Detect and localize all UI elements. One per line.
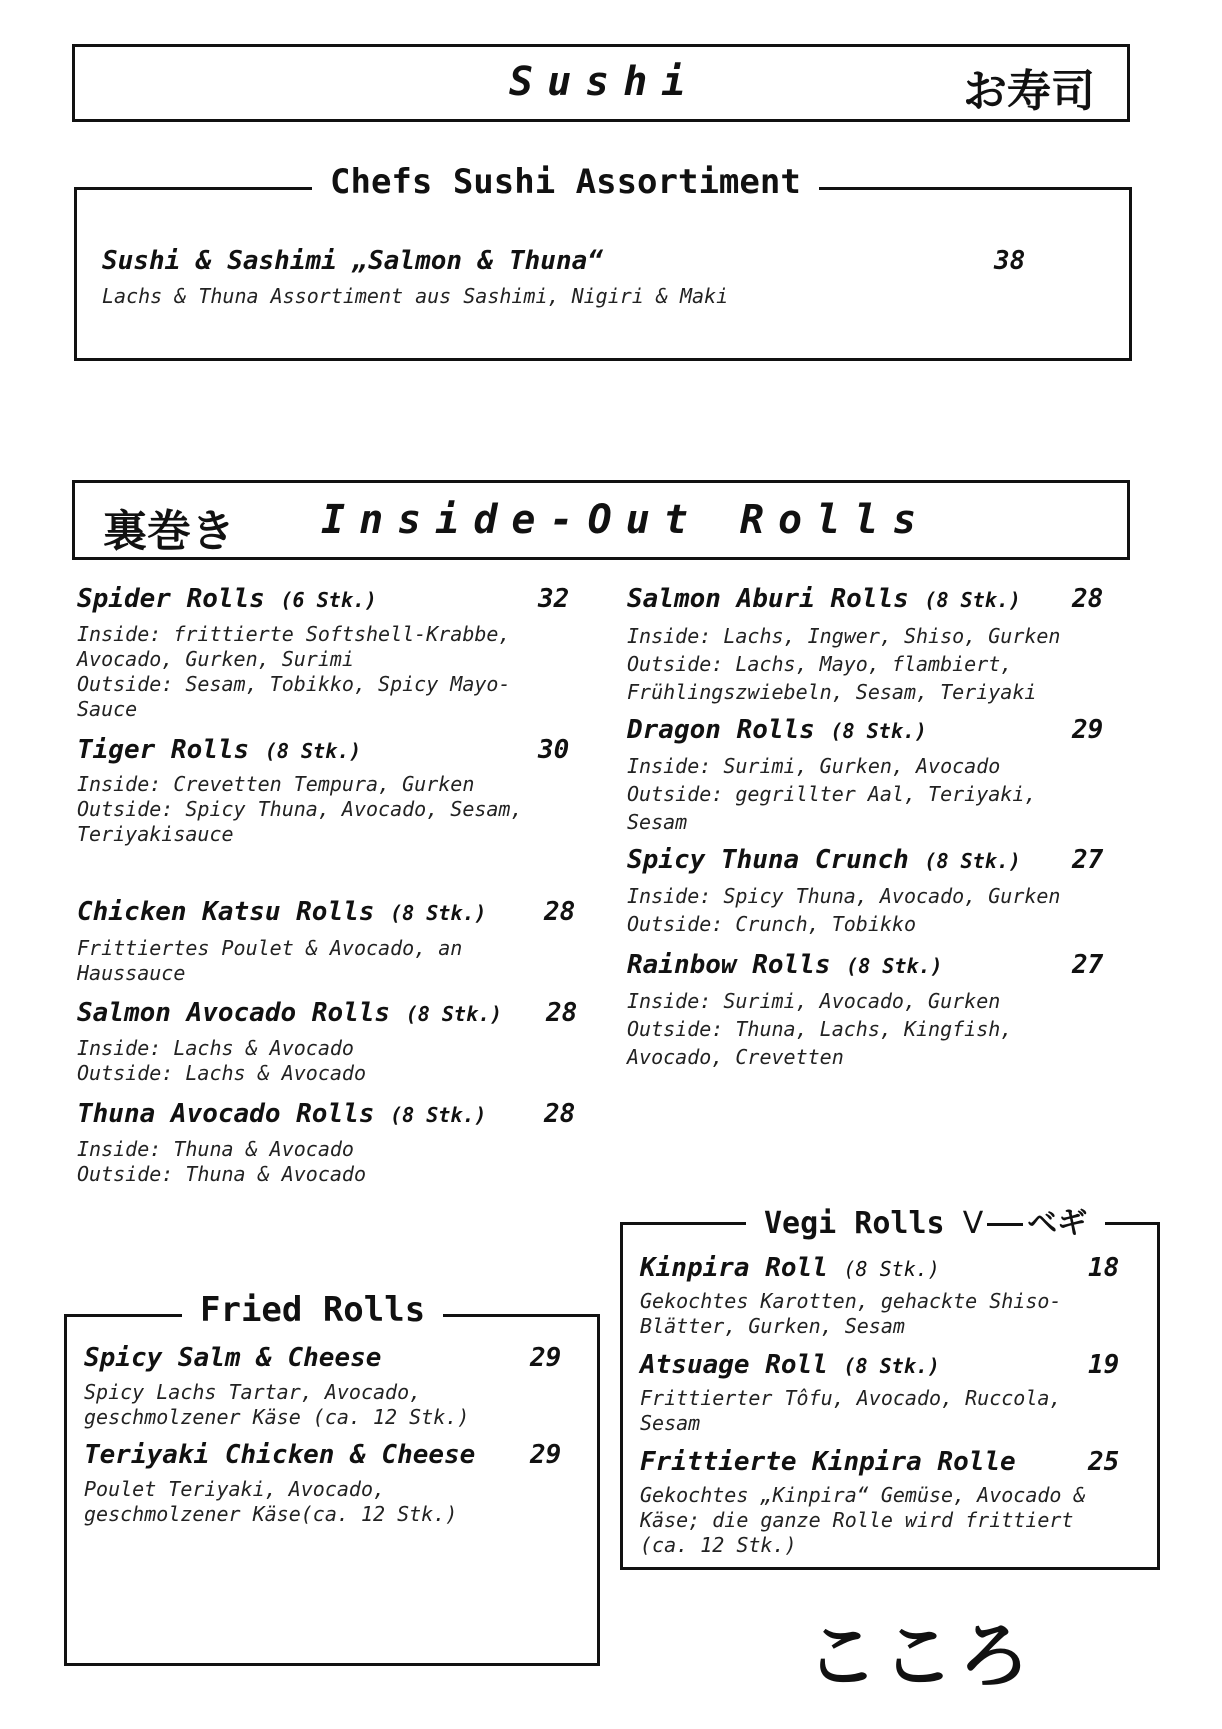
- item-desc: Gekochtes Karotten, gehackte Shiso- Blätter, Gurken, Sesam: [640, 1289, 1062, 1338]
- item-price: 18: [1088, 1253, 1120, 1283]
- item-desc: Frittiertes Poulet & Avocado, an Haussauce: [77, 936, 463, 985]
- item-desc: Inside: Crevetten Tempura, Gurken Outside: Spicy Thuna, Avocado, Sesam, Teriyakisauce: [77, 772, 523, 846]
- item-price: 28: [544, 897, 576, 927]
- item-name: Frittierte Kinpira Rolle: [640, 1447, 1016, 1477]
- item-desc: Gekochtes „Kinpira“ Gemüse, Avocado & Käse; die ganze Rolle wird frittiert (ca. 12 Stk.): [640, 1483, 1086, 1557]
- vegi-legend-text: Vegi Rolls: [764, 1206, 945, 1241]
- item-price: 19: [1088, 1350, 1120, 1380]
- item-name: Tiger Rolls (8 Stk.): [77, 735, 362, 765]
- item-desc: Inside: Lachs & Avocado Outside: Lachs & Avocado: [77, 1036, 366, 1085]
- item-name: Atsuage Roll (8 Stk.): [640, 1350, 940, 1380]
- item-name: Spider Rolls (6 Stk.): [77, 584, 377, 614]
- item-desc: Poulet Teriyaki, Avocado, geschmolzener Käse(ca. 12 Stk.): [84, 1477, 458, 1526]
- item-name: Salmon Aburi Rolls (8 Stk.): [627, 584, 1021, 614]
- chefs-item-price: 38: [994, 246, 1026, 276]
- chefs-item-desc: Lachs & Thuna Assortiment aus Sashimi, Nigiri & Maki: [102, 284, 729, 308]
- item-name: Teriyaki Chicken & Cheese: [84, 1440, 476, 1470]
- item-name: Salmon Avocado Rolls (8 Stk.): [77, 998, 503, 1028]
- item-price: 29: [530, 1343, 562, 1373]
- item-price: 27: [1072, 950, 1104, 980]
- item-price: 28: [544, 1099, 576, 1129]
- kokoro-logo: こころ: [806, 1614, 1035, 1698]
- fried-rolls-legend: Fried Rolls: [182, 1290, 443, 1330]
- item-name: Spicy Thuna Crunch (8 Stk.): [627, 845, 1021, 875]
- item-name: Rainbow Rolls (8 Stk.): [627, 950, 943, 980]
- item-desc: Spicy Lachs Tartar, Avocado, geschmolzener Käse (ca. 12 Stk.): [84, 1380, 470, 1429]
- item-price: 29: [530, 1440, 562, 1470]
- legend-dash: [987, 1223, 1023, 1226]
- item-name: Spicy Salm & Cheese: [84, 1343, 382, 1373]
- item-price: 30: [538, 735, 570, 765]
- vegi-rolls-legend: [746, 1198, 1105, 1242]
- item-price: 29: [1072, 715, 1104, 745]
- item-desc: Inside: Surimi, Avocado, Gurken Outside: Thuna, Lachs, Kingfish, Avocado, Crevetten: [627, 989, 1013, 1069]
- item-desc: Inside: Spicy Thuna, Avocado, Gurken Outside: Crunch, Tobikko: [627, 884, 1061, 936]
- inside-out-title: Inside-Out Rolls: [321, 497, 931, 543]
- item-price: 25: [1088, 1447, 1120, 1477]
- vegi-legend-jp: ベギ: [1027, 1206, 1088, 1241]
- sushi-jp-title: お寿司: [963, 66, 1095, 117]
- vegan-icon: V: [962, 1206, 984, 1241]
- item-price: 28: [1072, 584, 1104, 614]
- item-name: Dragon Rolls (8 Stk.): [627, 715, 927, 745]
- item-name: Chicken Katsu Rolls (8 Stk.): [77, 897, 487, 927]
- sushi-header-box: [72, 44, 1130, 122]
- item-price: 32: [538, 584, 570, 614]
- item-desc: Inside: frittierte Softshell-Krabbe, Avocado, Gurken, Surimi Outside: Sesam, Tobikko, Spicy Mayo- Sauce: [77, 622, 511, 721]
- item-price: 27: [1072, 845, 1104, 875]
- item-name: Kinpira Roll (8 Stk.): [640, 1253, 940, 1283]
- inside-out-jp-title: 裏巻き: [103, 506, 235, 557]
- item-desc: Inside: Lachs, Ingwer, Shiso, Gurken Outside: Lachs, Mayo, flambiert, Frühlingszwiebeln, Sesam, Teriyaki: [627, 624, 1061, 704]
- sushi-title: Sushi: [509, 59, 700, 105]
- item-desc: Frittierter Tôfu, Avocado, Ruccola, Sesam: [640, 1386, 1062, 1435]
- chefs-legend: Chefs Sushi Assortiment: [312, 162, 819, 202]
- chefs-item-name: Sushi & Sashimi „Salmon & Thuna“: [102, 246, 603, 276]
- item-price: 28: [546, 998, 578, 1028]
- item-name: Thuna Avocado Rolls (8 Stk.): [77, 1099, 487, 1129]
- item-desc: Inside: Surimi, Gurken, Avocado Outside: gegrillter Aal, Teriyaki, Sesam: [627, 754, 1037, 834]
- item-desc: Inside: Thuna & Avocado Outside: Thuna & Avocado: [77, 1137, 366, 1186]
- inside-out-header-box: [72, 480, 1130, 560]
